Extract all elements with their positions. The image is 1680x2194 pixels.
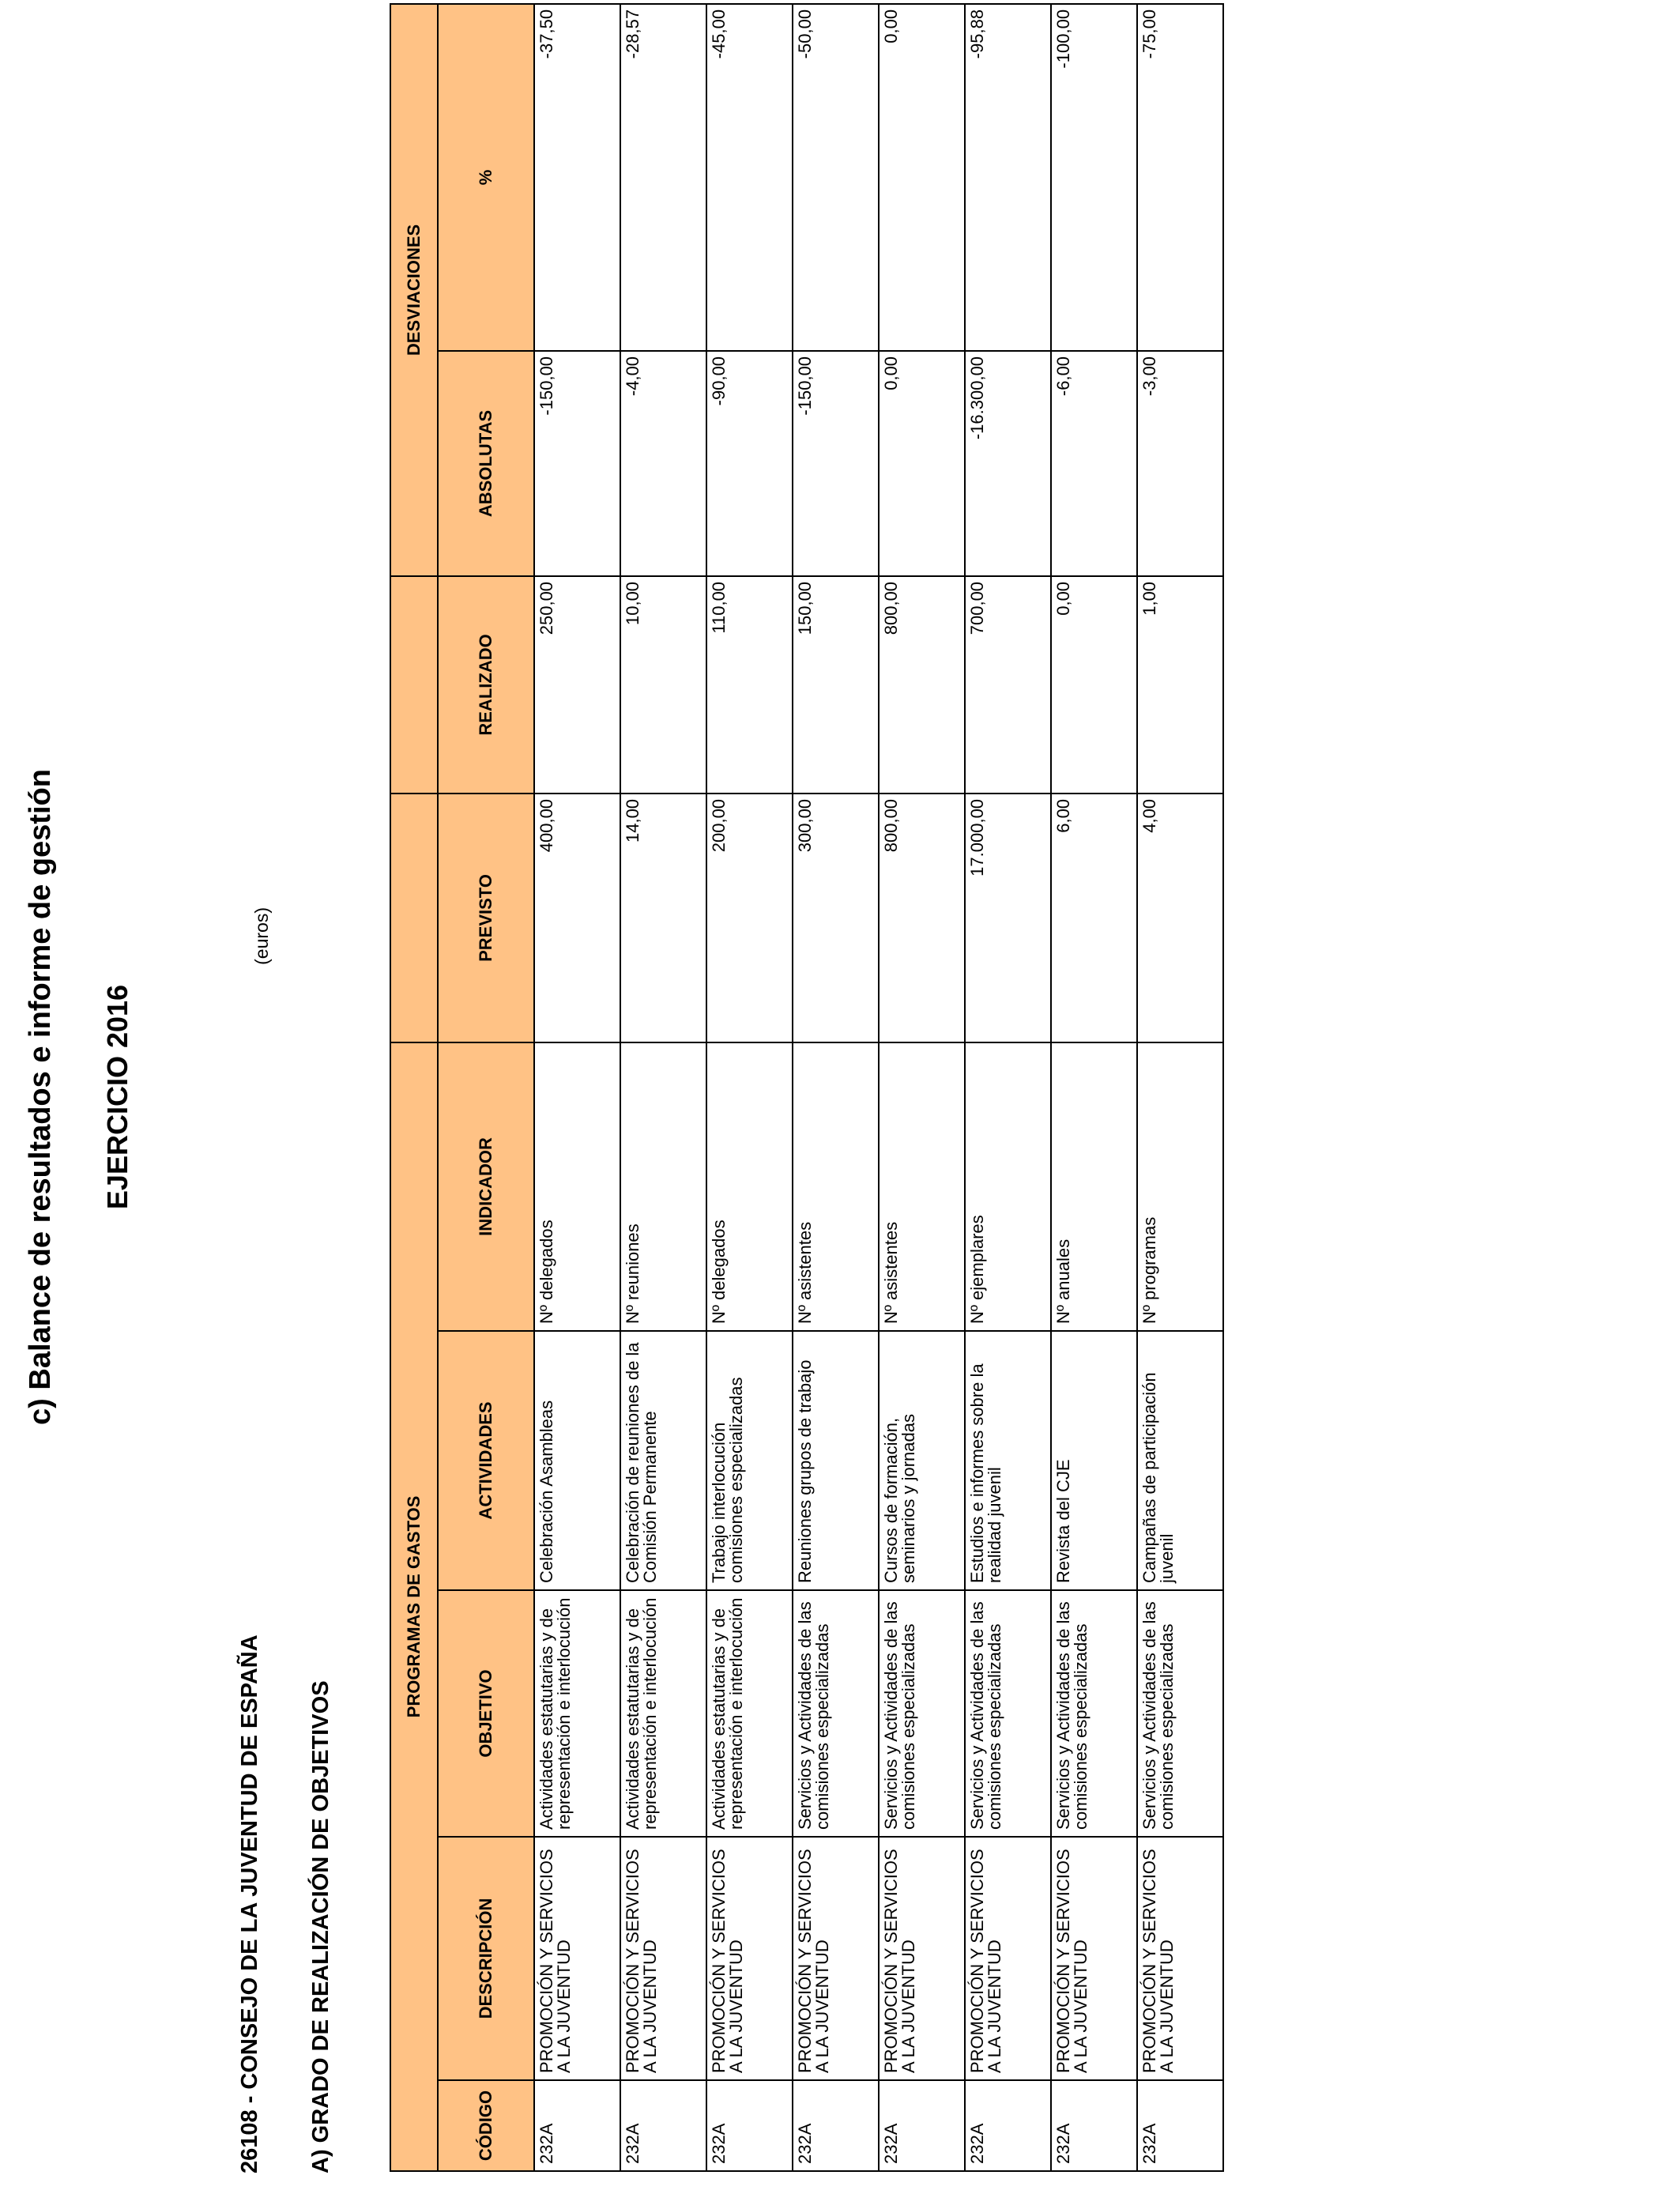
cell-absolutas: 0,00	[879, 351, 965, 576]
cell-porcentaje: -50,00	[793, 4, 879, 351]
cell-absolutas: -150,00	[534, 351, 620, 576]
objectives-table	[390, 3, 1224, 2172]
cell-porcentaje: 0,00	[879, 4, 965, 351]
cell-actividades: Campañas de participación juvenil	[1137, 1331, 1223, 1590]
cell-descripcion: PROMOCIÓN Y SERVICIOS A LA JUVENTUD	[879, 1837, 965, 2080]
cell-previsto: 200,00	[706, 794, 793, 1042]
cell-descripcion: PROMOCIÓN Y SERVICIOS A LA JUVENTUD	[793, 1837, 879, 2080]
cell-codigo: 232A	[965, 2080, 1051, 2171]
cell-descripcion: PROMOCIÓN Y SERVICIOS A LA JUVENTUD	[620, 1837, 706, 2080]
cell-indicador: Nº asistentes	[793, 1042, 879, 1331]
cell-realizado: 250,00	[534, 576, 620, 794]
cell-realizado: 1,00	[1137, 576, 1223, 794]
cell-codigo: 232A	[1051, 2080, 1137, 2171]
table-row	[879, 4, 965, 2171]
group-header-desviaciones: DESVIACIONES	[390, 4, 438, 576]
cell-absolutas: -150,00	[793, 351, 879, 576]
cell-descripcion: PROMOCIÓN Y SERVICIOS A LA JUVENTUD	[1051, 1837, 1137, 2080]
table-row	[965, 4, 1051, 2171]
cell-absolutas: -3,00	[1137, 351, 1223, 576]
cell-indicador: Nº asistentes	[879, 1042, 965, 1331]
cell-codigo: 232A	[879, 2080, 965, 2171]
cell-descripcion: PROMOCIÓN Y SERVICIOS A LA JUVENTUD	[1137, 1837, 1223, 2080]
cell-indicador: Nº delegados	[706, 1042, 793, 1331]
table-row	[620, 4, 706, 2171]
col-header-objetivo: OBJETIVO	[438, 1590, 534, 1837]
col-header-realizado: REALIZADO	[438, 576, 534, 794]
cell-porcentaje: -95,88	[965, 4, 1051, 351]
cell-absolutas: -90,00	[706, 351, 793, 576]
cell-actividades: Cursos de formación, seminarios y jornadas	[879, 1331, 965, 1590]
col-header-indicador: INDICADOR	[438, 1042, 534, 1331]
group-header-programas: PROGRAMAS DE GASTOS	[390, 1042, 438, 2171]
cell-porcentaje: -37,50	[534, 4, 620, 351]
cell-realizado: 10,00	[620, 576, 706, 794]
col-header-descripcion: DESCRIPCIÓN	[438, 1837, 534, 2080]
cell-realizado: 800,00	[879, 576, 965, 794]
cell-descripcion: PROMOCIÓN Y SERVICIOS A LA JUVENTUD	[706, 1837, 793, 2080]
cell-actividades: Revista del CJE	[1051, 1331, 1137, 1590]
group-header-blank-realizado	[390, 576, 438, 794]
cell-absolutas: -16.300,00	[965, 351, 1051, 576]
cell-realizado: 110,00	[706, 576, 793, 794]
col-header-actividades: ACTIVIDADES	[438, 1331, 534, 1590]
cell-indicador: Nº delegados	[534, 1042, 620, 1331]
cell-objetivo: Actividades estatutarias y de representación e interlocución	[706, 1590, 793, 1837]
cell-indicador: Nº reuniones	[620, 1042, 706, 1331]
cell-objetivo: Servicios y Actividades de las comisiones especializadas	[965, 1590, 1051, 1837]
cell-porcentaje: -45,00	[706, 4, 793, 351]
cell-indicador: Nº anuales	[1051, 1042, 1137, 1331]
col-header-absolutas: ABSOLUTAS	[438, 351, 534, 576]
cell-previsto: 17.000,00	[965, 794, 1051, 1042]
document-subtitle: EJERCICIO 2016	[101, 984, 134, 1210]
cell-previsto: 4,00	[1137, 794, 1223, 1042]
cell-actividades: Estudios e informes sobre la realidad juvenil	[965, 1331, 1051, 1590]
cell-objetivo: Servicios y Actividades de las comisiones especializadas	[1137, 1590, 1223, 1837]
units-label: (euros)	[251, 907, 272, 965]
table-row	[793, 4, 879, 2171]
cell-objetivo: Servicios y Actividades de las comisiones especializadas	[1051, 1590, 1137, 1837]
cell-indicador: Nº programas	[1137, 1042, 1223, 1331]
cell-objetivo: Servicios y Actividades de las comisiones especializadas	[879, 1590, 965, 1837]
cell-previsto: 800,00	[879, 794, 965, 1042]
cell-previsto: 300,00	[793, 794, 879, 1042]
group-header-blank-previsto	[390, 794, 438, 1042]
cell-actividades: Celebración de reuniones de la Comisión Permanente	[620, 1331, 706, 1590]
section-heading: A) GRADO DE REALIZACIÓN DE OBJETIVOS	[308, 1680, 333, 2173]
cell-actividades: Celebración Asambleas	[534, 1331, 620, 1590]
document-title: c) Balance de resultados e informe de gestión	[24, 769, 57, 1425]
cell-indicador: Nº ejemplares	[965, 1042, 1051, 1331]
cell-realizado: 700,00	[965, 576, 1051, 794]
cell-objetivo: Actividades estatutarias y de representación e interlocución	[620, 1590, 706, 1837]
cell-porcentaje: -28,57	[620, 4, 706, 351]
table-row	[706, 4, 793, 2171]
cell-descripcion: PROMOCIÓN Y SERVICIOS A LA JUVENTUD	[534, 1837, 620, 2080]
table-row	[534, 4, 620, 2171]
cell-realizado: 150,00	[793, 576, 879, 794]
cell-actividades: Trabajo interlocución comisiones especializadas	[706, 1331, 793, 1590]
cell-absolutas: -4,00	[620, 351, 706, 576]
cell-porcentaje: -75,00	[1137, 4, 1223, 351]
cell-actividades: Reuniones grupos de trabajo	[793, 1331, 879, 1590]
cell-codigo: 232A	[1137, 2080, 1223, 2171]
cell-realizado: 0,00	[1051, 576, 1137, 794]
col-header-porcentaje: %	[438, 4, 534, 351]
table-row	[1137, 4, 1223, 2171]
cell-codigo: 232A	[793, 2080, 879, 2171]
table-row	[1051, 4, 1137, 2171]
cell-codigo: 232A	[620, 2080, 706, 2171]
cell-porcentaje: -100,00	[1051, 4, 1137, 351]
cell-previsto: 400,00	[534, 794, 620, 1042]
cell-codigo: 232A	[534, 2080, 620, 2171]
cell-previsto: 6,00	[1051, 794, 1137, 1042]
col-header-codigo: CÓDIGO	[438, 2080, 534, 2171]
entity-heading: 26108 - CONSEJO DE LA JUVENTUD DE ESPAÑA	[237, 1634, 262, 2173]
cell-codigo: 232A	[706, 2080, 793, 2171]
col-header-previsto: PREVISTO	[438, 794, 534, 1042]
cell-previsto: 14,00	[620, 794, 706, 1042]
cell-objetivo: Servicios y Actividades de las comisiones especializadas	[793, 1590, 879, 1837]
cell-objetivo: Actividades estatutarias y de representación e interlocución	[534, 1590, 620, 1837]
cell-absolutas: -6,00	[1051, 351, 1137, 576]
cell-descripcion: PROMOCIÓN Y SERVICIOS A LA JUVENTUD	[965, 1837, 1051, 2080]
